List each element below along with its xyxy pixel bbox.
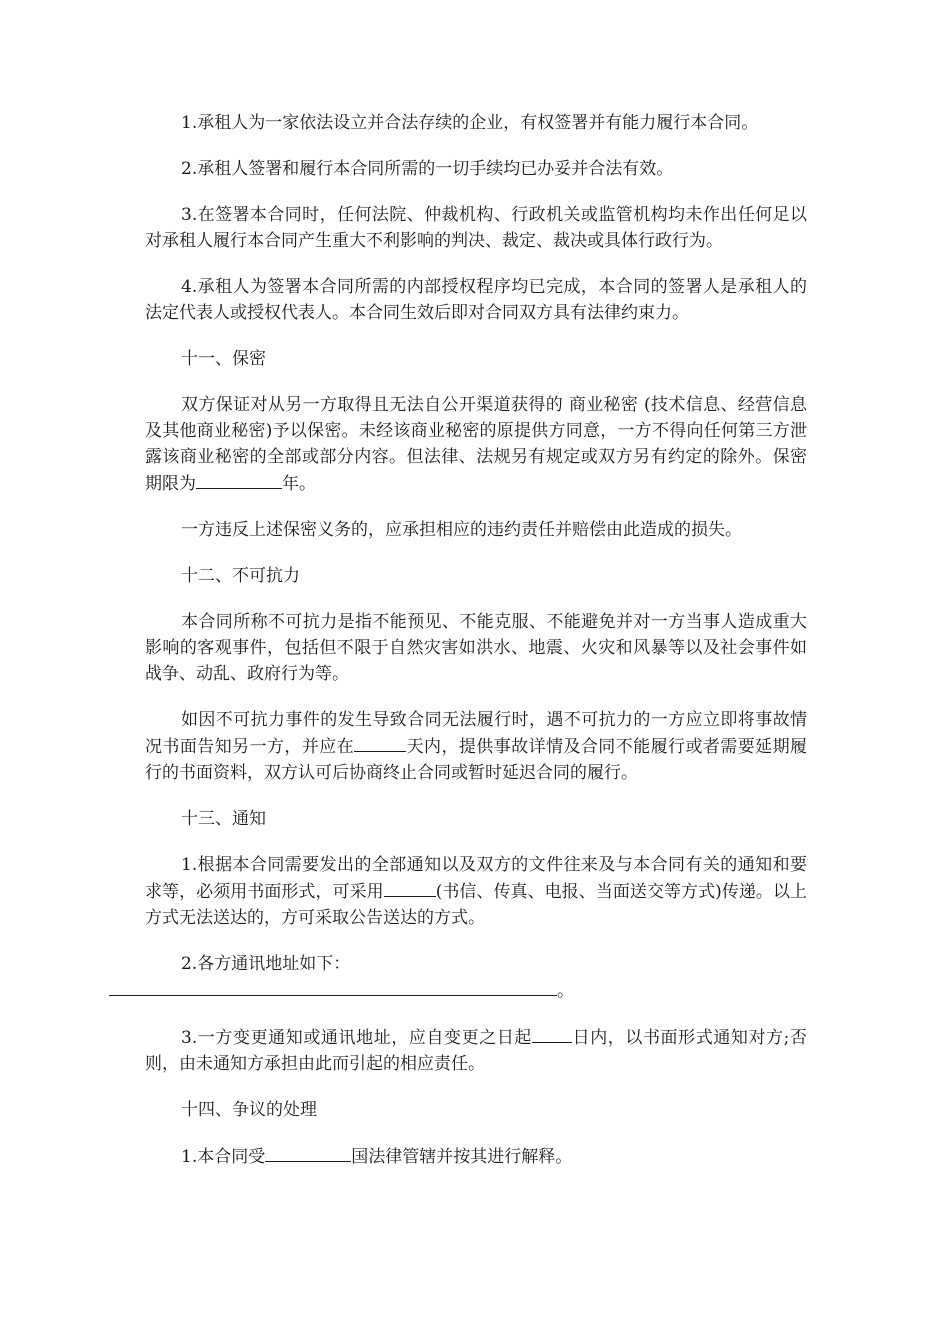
address-change-paragraph (145, 1024, 807, 1077)
address-blank[interactable] (109, 977, 557, 996)
section-14-heading: 十四、争议的处理 (181, 1100, 317, 1120)
clause-10-2: 2.承租人签署和履行本合同所需的一切手续均已办妥并合法有效。 (181, 159, 674, 179)
address-change-text: 3.一方变更通知或通讯地址，应自变更之日起 (181, 1028, 533, 1048)
notice-method-text: 1.根据本合同需要发出的全部通知以及双方的文件往来及与本合同有关的通知和要求等，必须用书面形式，可采用 (145, 855, 807, 902)
document-body (145, 110, 807, 1190)
confidentiality-text: 双方保证对从另一方取得且无法自公开渠道获得的 商业秘密 (技术信息、经营信息及其他商业秘密)予以保密。未经该商业秘密的原提供方同意，一方不得向任何第三方泄露该商业秘密的全部或部分内容。但法律、法规另有规定或双方另有约定的除外。保密期限为 (145, 395, 807, 494)
section-13-heading: 十三、通知 (181, 809, 266, 829)
force-majeure-text-end: 天内，提供事故详情及合同不能履行或者需要延期履行的书面资料，双方认可后协商终止合同或暂时延迟合同的履行。 (145, 737, 808, 783)
address-paragraph (145, 951, 807, 1004)
confidentiality-text-end: 年。 (282, 474, 316, 494)
governing-law-paragraph (145, 1143, 807, 1170)
notice-method-paragraph (145, 852, 807, 931)
clause-10-1: 1.承租人为一家依法设立并合法存续的企业，有权签署并有能力履行本合同。 (181, 113, 759, 133)
governing-law-text: 1.本合同受 (181, 1147, 266, 1167)
governing-law-country-blank[interactable] (265, 1143, 351, 1162)
force-majeure-text: 如因不可抗力事件的发生导致合同无法履行时，遇不可抗力的一方应立即将事故情况书面告知另一方，并应在 (145, 710, 807, 757)
confidentiality-paragraph (145, 392, 807, 497)
force-majeure-notice-paragraph (145, 707, 807, 786)
address-change-days-blank[interactable] (532, 1024, 572, 1043)
section-11-heading: 十一、保密 (181, 349, 266, 369)
section-12-heading: 十二、不可抗力 (181, 566, 300, 586)
address-end: 。 (557, 981, 574, 1001)
clause-10-3: 3.在签署本合同时，任何法院、仲裁机构、行政机关或监管机构均未作出任何足以对承租人履行本合同产生重大不利影响的判决、裁定、裁决或具体行政行为。 (145, 205, 807, 251)
clause-10-4: 4.承租人为签署本合同所需的内部授权程序均已完成，本合同的签署人是承租人的法定代表人或授权代表人。本合同生效后即对合同双方具有法律约束力。 (145, 277, 807, 323)
force-majeure-days-blank[interactable] (354, 733, 406, 752)
address-change-text-end: 日内，以书面形式通知对方;否则，由未通知方承担由此而引起的相应责任。 (145, 1028, 807, 1074)
force-majeure-definition: 本合同所称不可抗力是指不能预见、不能克服、不能避免并对一方当事人造成重大影响的客观事件，包括但不限于自然灾害如洪水、地震、火灾和风暴等以及社会事件如战争、动乱、政府行为等。 (145, 612, 807, 684)
confidentiality-breach-paragraph: 一方违反上述保密义务的，应承担相应的违约责任并赔偿由此造成的损失。 (181, 520, 742, 540)
governing-law-text-end: 国法律管辖并按其进行解释。 (351, 1147, 573, 1167)
notice-method-text-end: (书信、传真、电报、当面送交等方式)传递。以上方式无法送达的，方可采取公告送达的方式。 (145, 882, 808, 928)
confidentiality-period-blank[interactable] (196, 470, 282, 489)
notice-method-blank[interactable] (384, 878, 436, 897)
address-label: 2.各方通讯地址如下： (181, 954, 351, 974)
